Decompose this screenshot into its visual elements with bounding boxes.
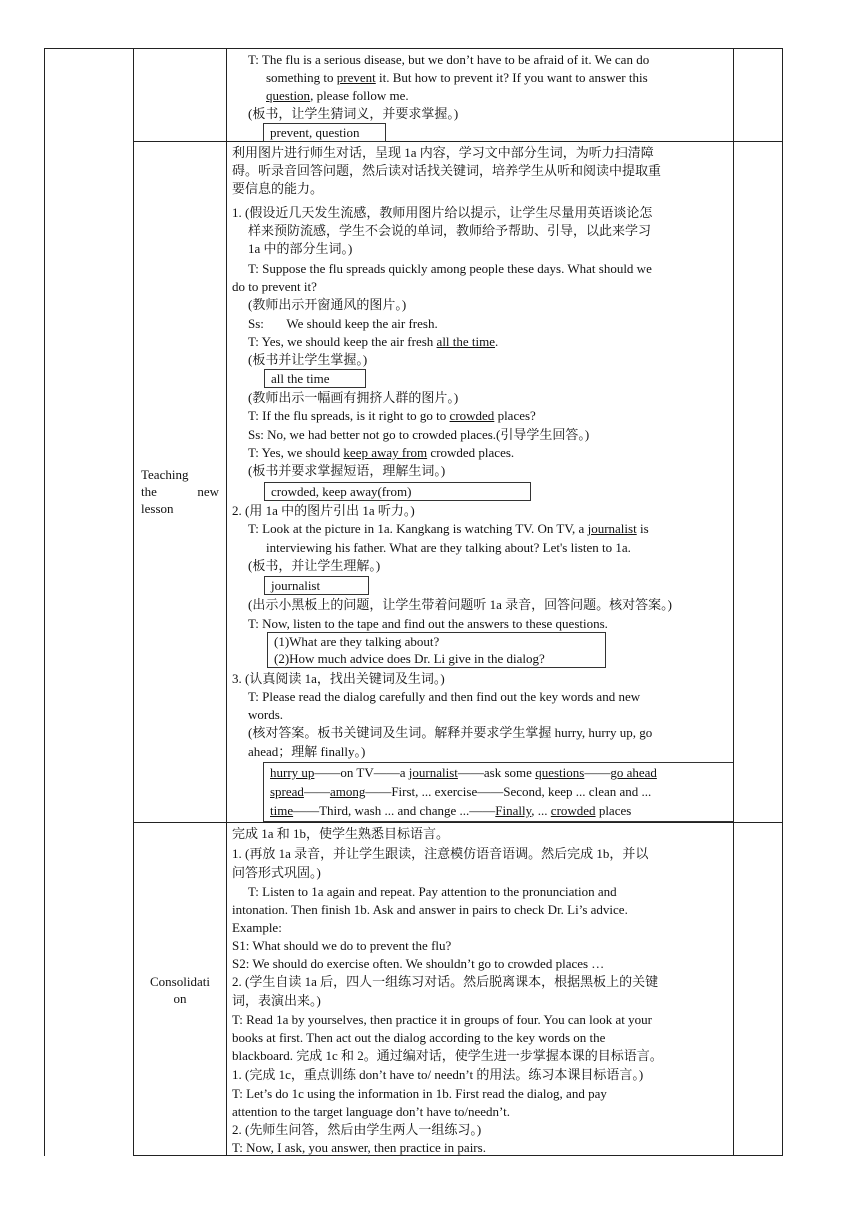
stage-label-word: the <box>141 484 157 499</box>
text-line: T: Suppose the flu spreads quickly among people these days. What should we <box>248 261 652 276</box>
text-line: 碍。听录音回答问题，然后读对话找关键词，培养学生从听和阅读中提取重 <box>232 163 662 178</box>
text-line: 完成 1a 和 1b，使学生熟悉目标语言。 <box>232 826 450 841</box>
text-line: do to prevent it? <box>232 279 317 294</box>
keyword: crowded <box>550 803 596 818</box>
text-line: Example: <box>232 920 282 935</box>
table-left-border <box>44 48 45 1156</box>
text-line: ahead；理解 finally。) <box>248 744 366 759</box>
text-span: T: Look at the picture in 1a. Kangkang is watching TV. On TV, a <box>248 521 588 536</box>
blackboard-text: all the time <box>271 371 330 386</box>
text-span: ——ask some <box>457 765 536 780</box>
table-top-border <box>44 48 783 49</box>
text-span: ——Third, wash ... and change ...—— <box>293 803 496 818</box>
blackboard-box <box>264 482 531 501</box>
underlined-word: journalist <box>587 521 637 536</box>
keyword: questions <box>535 765 585 780</box>
stage-label-word: lesson <box>141 501 174 516</box>
text-line <box>266 69 648 87</box>
text-span: , ... <box>531 803 551 818</box>
text-line: (核对答案。板书关键词及生词。解释并要求学生掌握 hurry, hurry up, go <box>248 725 653 740</box>
stage-label-teaching <box>141 466 219 517</box>
text-span: . <box>495 334 499 349</box>
question-item: (1)What are they talking about? <box>274 634 440 649</box>
question-item: (2)How much advice does Dr. Li give in the dialog? <box>274 651 545 666</box>
text-line: words. <box>248 707 284 722</box>
col-divider-2 <box>226 48 227 1156</box>
text-line: 样来预防流感，学生不会说的单词，教师给予帮助、引导，以此来学习 <box>248 223 652 238</box>
text-line: T: Please read the dialog carefully and then find out the key words and new <box>248 689 641 704</box>
keyword: spread <box>270 784 304 799</box>
text-line: T: Read 1a by yourselves, then practice it in groups of four. You can look at your <box>232 1012 652 1027</box>
text-line: 问答形式巩固。) <box>232 865 321 880</box>
text-line: 1. (假设近几天发生流感，教师用图片给以提示，让学生尽量用英语谈论怎 <box>232 205 653 220</box>
underlined-word: prevent <box>336 70 376 85</box>
text-line: T: Now, I ask, you answer, then practice in pairs. <box>232 1140 486 1155</box>
text-span: something to <box>266 70 337 85</box>
text-line: 词，表演出来。) <box>232 993 321 1008</box>
underlined-word: all the time <box>436 334 496 349</box>
text-span: ——First, ... exercise——Second, keep ... clean and ... <box>365 784 652 799</box>
text-line: 要信息的能力。 <box>232 181 324 196</box>
text-line <box>248 407 536 425</box>
text-line: (教师出示一幅画有拥挤人群的图片。) <box>248 390 459 405</box>
stage-label-word: new <box>197 484 219 499</box>
blackboard-text: journalist <box>271 578 321 593</box>
text-span: ——on TV——a <box>314 765 409 780</box>
keyword: time <box>270 803 294 818</box>
stage-label-word: on <box>173 991 187 1006</box>
text-line: interviewing his father. What are they talking about? Let's listen to 1a. <box>266 540 631 555</box>
blackboard-text: prevent, question <box>270 125 360 140</box>
table-right-border <box>782 48 783 1156</box>
blackboard-keywords-box <box>263 762 733 822</box>
text-line: (板书，让学生猜词义，并要求掌握。) <box>248 106 459 121</box>
text-line: books at first. Then act out the dialog according to the key words on the <box>232 1030 606 1045</box>
blackboard-box <box>264 369 366 388</box>
col-divider-1 <box>133 48 134 1156</box>
text-line: 1. (再放 1a 录音，并让学生跟读，注意模仿语音语调。然后完成 1b，并以 <box>232 846 649 861</box>
text-span: is <box>636 521 649 536</box>
text-line: (出示小黑板上的问题，让学生带着问题听 1a 录音，回答问题。核对答案。) <box>248 597 672 612</box>
text-span: —— <box>584 765 611 780</box>
text-line: (板书，并让学生理解。) <box>248 558 381 573</box>
text-line: Ss: No, we had better not go to crowded places.(引导学生回答。) <box>248 427 590 442</box>
text-line: 1a 中的部分生词。) <box>248 241 353 256</box>
text-line: T: Let’s do 1c using the information in 1b. First read the dialog, and pay <box>232 1086 607 1101</box>
text-line: 2. (先师生问答，然后由学生两人一组练习。) <box>232 1122 482 1137</box>
text-line <box>248 444 514 462</box>
row-divider-1 <box>133 141 783 142</box>
text-span: crowded places. <box>427 445 515 460</box>
text-line: S1: What should we do to prevent the flu? <box>232 938 452 953</box>
text-line: (板书并要求掌握短语，理解生词。) <box>248 463 446 478</box>
underlined-word: crowded <box>449 408 495 423</box>
text-span: it. But how to prevent it? If you want to answer this <box>375 70 648 85</box>
text-line: 3. (认真阅读 1a，找出关键词及生词。) <box>232 671 445 686</box>
keyword: Finally <box>495 803 532 818</box>
blackboard-text: crowded, keep away(from) <box>271 484 412 499</box>
text-line: 利用图片进行师生对话，呈现 1a 内容，学习文中部分生词，为听力扫清障 <box>232 145 654 160</box>
text-line: 2. (学生自读 1a 后，四人一组练习对话。然后脱离课本，根据黑板上的关键 <box>232 974 659 989</box>
keyword: hurry up <box>270 765 315 780</box>
blackboard-box <box>263 123 386 142</box>
keywords-row <box>270 783 651 801</box>
text-line: blackboard. 完成 1c 和 2。通过编对话，使学生进一步掌握本课的目标语言。 <box>232 1048 663 1063</box>
keywords-row <box>270 802 631 820</box>
keyword: among <box>329 784 366 799</box>
text-span: —— <box>303 784 330 799</box>
blackboard-box <box>264 576 369 595</box>
text-line: intonation. Then finish 1b. Ask and answer in pairs to check Dr. Li’s advice. <box>232 902 628 917</box>
text-line: T: Listen to 1a again and repeat. Pay attention to the pronunciation and <box>248 884 617 899</box>
keywords-row <box>270 764 657 782</box>
text-line: T: The flu is a serious disease, but we don’t have to be afraid of it. We can do <box>248 52 650 67</box>
text-line: (教师出示开窗通风的图片。) <box>248 297 407 312</box>
text-span: places <box>595 803 632 818</box>
text-line: attention to the target language don’t have to/needn’t. <box>232 1104 510 1119</box>
text-line: S2: We should do exercise often. We shouldn’t go to crowded places … <box>232 956 605 971</box>
col-divider-3 <box>733 48 734 1156</box>
text-line: 1. (完成 1c，重点训练 don’t have to/ needn’t 的用法。练习本课目标语言。) <box>232 1067 644 1082</box>
text-span: places? <box>494 408 536 423</box>
keyword: go ahead <box>610 765 657 780</box>
stage-label-word: Consolidati <box>150 974 210 989</box>
text-span: T: If the flu spreads, is it right to go to <box>248 408 450 423</box>
stage-label-word: Teaching <box>141 467 189 482</box>
text-line <box>266 87 409 105</box>
stage-label-consolidation <box>138 973 222 1007</box>
keyword: journalist <box>408 765 458 780</box>
text-line: Ss: We should keep the air fresh. <box>248 316 438 331</box>
text-line: T: Now, listen to the tape and find out the answers to these questions. <box>248 616 608 631</box>
text-line <box>248 520 649 538</box>
text-line: 2. (用 1a 中的图片引出 1a 听力。) <box>232 503 415 518</box>
row-divider-2 <box>133 822 783 823</box>
text-line <box>248 333 498 351</box>
text-span: T: Yes, we should <box>248 445 344 460</box>
underlined-word: question <box>266 88 311 103</box>
text-line: (板书并让学生掌握。) <box>248 352 368 367</box>
blackboard-questions-box <box>267 632 606 668</box>
text-span: T: Yes, we should keep the air fresh <box>248 334 437 349</box>
underlined-word: keep away from <box>343 445 428 460</box>
text-span: , please follow me. <box>310 88 409 103</box>
